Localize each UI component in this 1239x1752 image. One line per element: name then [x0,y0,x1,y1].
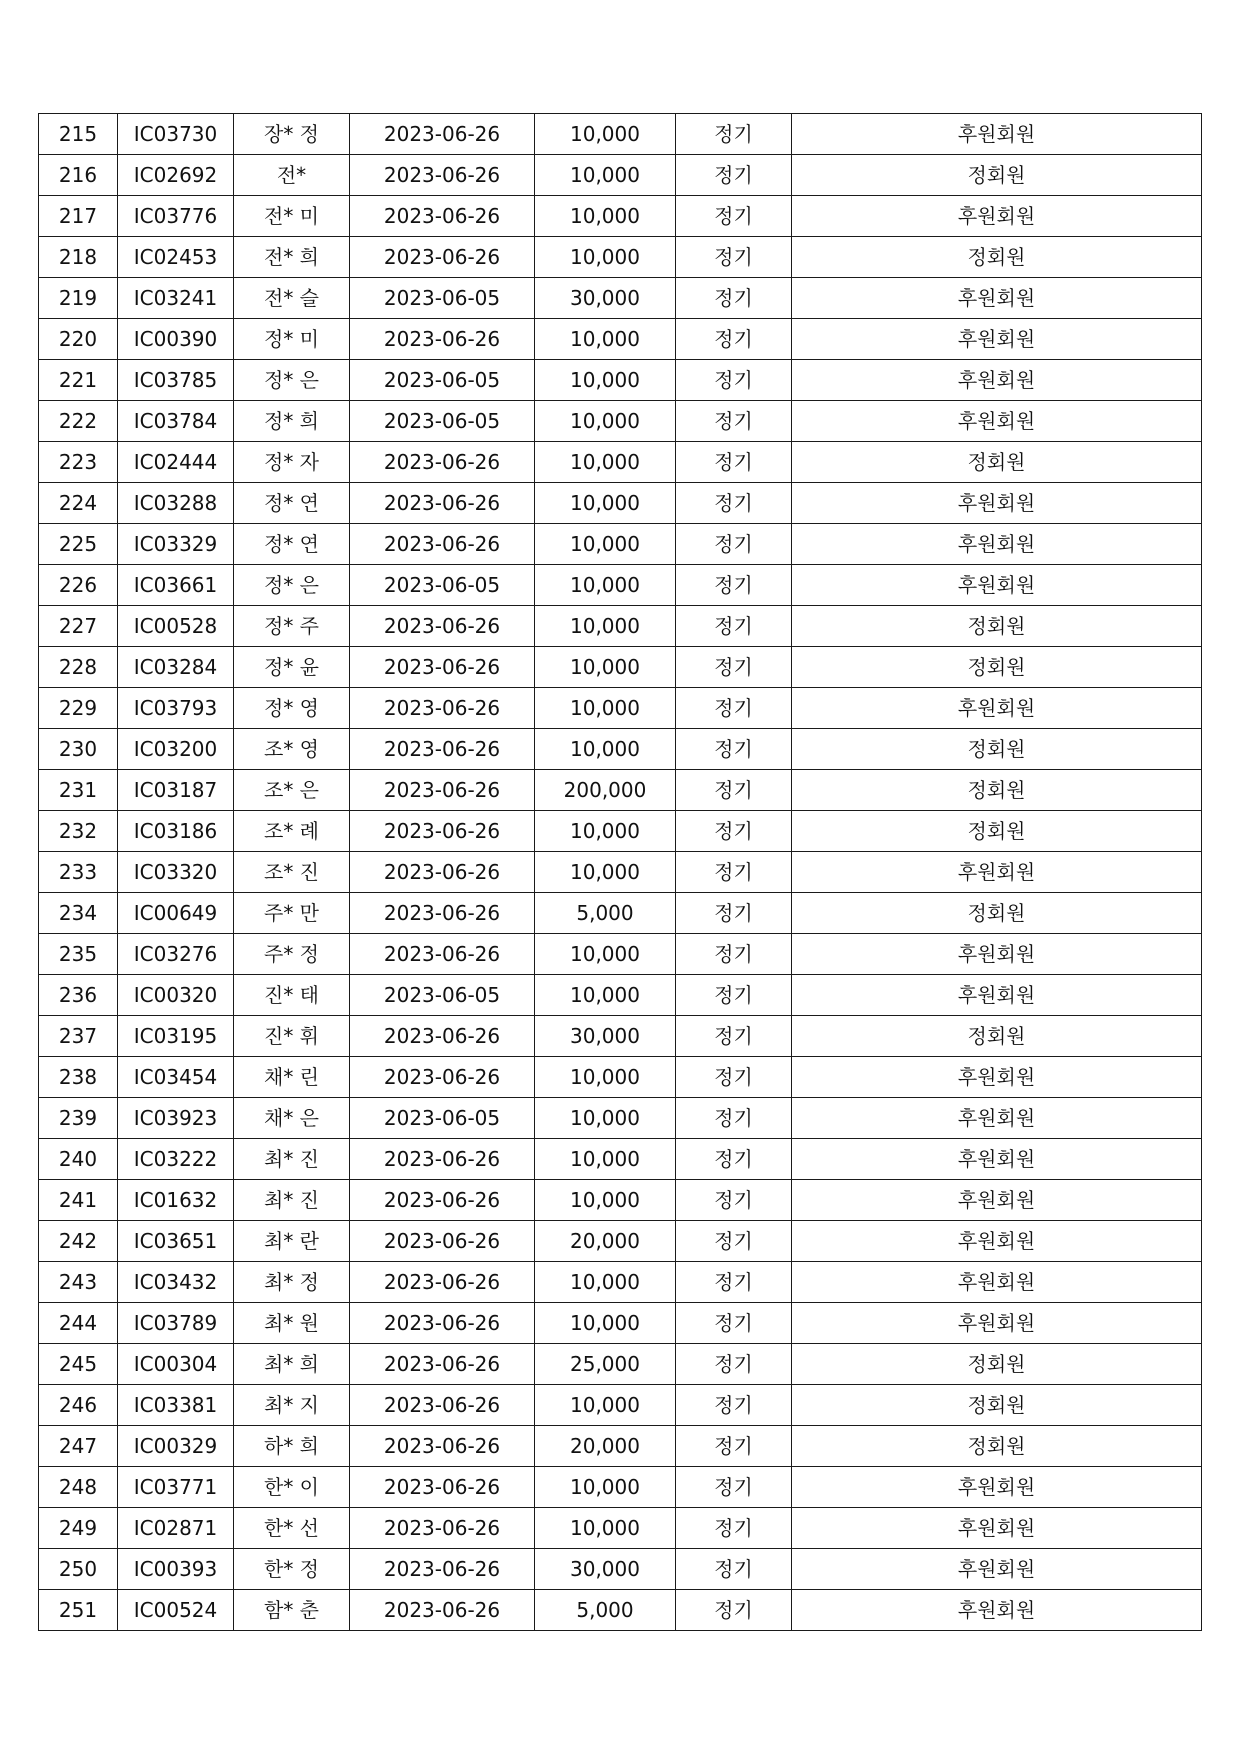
donation-date-cell: 2023-06-26 [350,647,535,688]
table-row [39,606,1202,647]
donor-id-cell: IC03186 [118,811,234,852]
donation-type-cell: 정기 [676,1549,792,1590]
member-type-cell: 후원회원 [792,1221,1202,1262]
donation-type-cell: 정기 [676,1098,792,1139]
donation-amount-cell: 10,000 [535,360,676,401]
donation-type-cell: 정기 [676,811,792,852]
table-row [39,1385,1202,1426]
row-number-cell: 215 [39,114,118,155]
table-row [39,565,1202,606]
table-row [39,811,1202,852]
donation-date-cell: 2023-06-05 [350,975,535,1016]
donation-type-cell: 정기 [676,360,792,401]
donor-id-cell: IC03187 [118,770,234,811]
donation-amount-cell: 10,000 [535,1139,676,1180]
member-type-cell: 정회원 [792,729,1202,770]
member-type-cell: 후원회원 [792,196,1202,237]
donation-date-cell: 2023-06-05 [350,1098,535,1139]
donor-id-cell: IC03923 [118,1098,234,1139]
member-type-cell: 후원회원 [792,1098,1202,1139]
member-type-cell: 정회원 [792,1426,1202,1467]
donation-type-cell: 정기 [676,975,792,1016]
donor-id-cell: IC03381 [118,1385,234,1426]
donor-name-cell: 정* 은 [234,360,350,401]
donation-amount-cell: 10,000 [535,442,676,483]
donor-name-cell: 조* 진 [234,852,350,893]
donor-name-cell: 최* 정 [234,1262,350,1303]
table-row [39,155,1202,196]
donation-amount-cell: 10,000 [535,196,676,237]
row-number-cell: 234 [39,893,118,934]
donation-amount-cell: 25,000 [535,1344,676,1385]
table-row [39,483,1202,524]
member-type-cell: 정회원 [792,606,1202,647]
row-number-cell: 251 [39,1590,118,1631]
row-number-cell: 235 [39,934,118,975]
row-number-cell: 244 [39,1303,118,1344]
donation-type-cell: 정기 [676,524,792,565]
donation-date-cell: 2023-06-26 [350,1180,535,1221]
donation-date-cell: 2023-06-26 [350,1016,535,1057]
donor-name-cell: 조* 례 [234,811,350,852]
donation-date-cell: 2023-06-26 [350,196,535,237]
member-type-cell: 정회원 [792,155,1202,196]
member-type-cell: 후원회원 [792,524,1202,565]
donation-date-cell: 2023-06-26 [350,606,535,647]
member-type-cell: 후원회원 [792,1508,1202,1549]
donation-date-cell: 2023-06-26 [350,1549,535,1590]
row-number-cell: 228 [39,647,118,688]
donation-type-cell: 정기 [676,1262,792,1303]
donation-date-cell: 2023-06-26 [350,1590,535,1631]
donation-type-cell: 정기 [676,442,792,483]
donation-amount-cell: 10,000 [535,1262,676,1303]
donation-amount-cell: 10,000 [535,1385,676,1426]
row-number-cell: 216 [39,155,118,196]
donation-amount-cell: 10,000 [535,852,676,893]
donation-amount-cell: 20,000 [535,1221,676,1262]
donation-amount-cell: 10,000 [535,811,676,852]
member-type-cell: 후원회원 [792,319,1202,360]
donation-amount-cell: 10,000 [535,975,676,1016]
table-row [39,1057,1202,1098]
member-type-cell: 후원회원 [792,1467,1202,1508]
donor-name-cell: 함* 춘 [234,1590,350,1631]
member-type-cell: 후원회원 [792,1262,1202,1303]
row-number-cell: 248 [39,1467,118,1508]
donation-type-cell: 정기 [676,565,792,606]
donation-date-cell: 2023-06-26 [350,1344,535,1385]
donation-type-cell: 정기 [676,1057,792,1098]
donation-date-cell: 2023-06-26 [350,811,535,852]
donor-id-cell: IC03776 [118,196,234,237]
donation-amount-cell: 10,000 [535,1098,676,1139]
member-type-cell: 후원회원 [792,483,1202,524]
member-type-cell: 후원회원 [792,934,1202,975]
donation-type-cell: 정기 [676,278,792,319]
table-row [39,1467,1202,1508]
row-number-cell: 224 [39,483,118,524]
donor-id-cell: IC03730 [118,114,234,155]
donation-type-cell: 정기 [676,155,792,196]
member-type-cell: 정회원 [792,1344,1202,1385]
donation-date-cell: 2023-06-26 [350,1385,535,1426]
donor-id-cell: IC00524 [118,1590,234,1631]
donor-name-cell: 전* 미 [234,196,350,237]
row-number-cell: 219 [39,278,118,319]
row-number-cell: 245 [39,1344,118,1385]
donation-date-cell: 2023-06-26 [350,114,535,155]
member-type-cell: 후원회원 [792,565,1202,606]
member-type-cell: 후원회원 [792,975,1202,1016]
donation-date-cell: 2023-06-05 [350,278,535,319]
donation-date-cell: 2023-06-05 [350,401,535,442]
donation-type-cell: 정기 [676,770,792,811]
donation-type-cell: 정기 [676,1385,792,1426]
donation-amount-cell: 30,000 [535,1016,676,1057]
table-row [39,1180,1202,1221]
donation-amount-cell: 10,000 [535,1303,676,1344]
table-row [39,237,1202,278]
donation-date-cell: 2023-06-26 [350,852,535,893]
donor-id-cell: IC00320 [118,975,234,1016]
donation-date-cell: 2023-06-26 [350,442,535,483]
donor-name-cell: 정* 윤 [234,647,350,688]
donor-id-cell: IC02444 [118,442,234,483]
donor-name-cell: 전* 희 [234,237,350,278]
donor-name-cell: 정* 은 [234,565,350,606]
donation-type-cell: 정기 [676,729,792,770]
donation-type-cell: 정기 [676,1590,792,1631]
table-row [39,1303,1202,1344]
donor-name-cell: 정* 연 [234,483,350,524]
table-row [39,1508,1202,1549]
donation-amount-cell: 200,000 [535,770,676,811]
member-type-cell: 후원회원 [792,360,1202,401]
table-row [39,360,1202,401]
donation-type-cell: 정기 [676,114,792,155]
donation-amount-cell: 10,000 [535,319,676,360]
member-type-cell: 후원회원 [792,1549,1202,1590]
donor-id-cell: IC02871 [118,1508,234,1549]
row-number-cell: 243 [39,1262,118,1303]
donation-type-cell: 정기 [676,401,792,442]
table-row [39,114,1202,155]
row-number-cell: 241 [39,1180,118,1221]
donor-name-cell: 최* 희 [234,1344,350,1385]
donation-amount-cell: 10,000 [535,1180,676,1221]
donor-name-cell: 하* 희 [234,1426,350,1467]
donor-name-cell: 조* 은 [234,770,350,811]
donation-type-cell: 정기 [676,893,792,934]
row-number-cell: 226 [39,565,118,606]
donor-id-cell: IC00390 [118,319,234,360]
row-number-cell: 217 [39,196,118,237]
donor-id-cell: IC03651 [118,1221,234,1262]
donation-date-cell: 2023-06-26 [350,1467,535,1508]
donation-amount-cell: 5,000 [535,893,676,934]
table-row [39,401,1202,442]
donation-type-cell: 정기 [676,934,792,975]
donor-name-cell: 전* [234,155,350,196]
row-number-cell: 250 [39,1549,118,1590]
table-row [39,319,1202,360]
donor-name-cell: 최* 란 [234,1221,350,1262]
donor-name-cell: 정* 자 [234,442,350,483]
donor-name-cell: 조* 영 [234,729,350,770]
donation-amount-cell: 10,000 [535,114,676,155]
row-number-cell: 218 [39,237,118,278]
donor-id-cell: IC01632 [118,1180,234,1221]
donation-amount-cell: 10,000 [535,237,676,278]
member-type-cell: 후원회원 [792,278,1202,319]
member-type-cell: 정회원 [792,647,1202,688]
donation-type-cell: 정기 [676,483,792,524]
row-number-cell: 242 [39,1221,118,1262]
member-type-cell: 후원회원 [792,114,1202,155]
donation-type-cell: 정기 [676,1344,792,1385]
member-type-cell: 정회원 [792,1016,1202,1057]
donation-date-cell: 2023-06-26 [350,934,535,975]
donation-amount-cell: 10,000 [535,524,676,565]
donation-type-cell: 정기 [676,237,792,278]
donation-amount-cell: 10,000 [535,1057,676,1098]
donor-id-cell: IC03276 [118,934,234,975]
donation-amount-cell: 10,000 [535,934,676,975]
row-number-cell: 222 [39,401,118,442]
row-number-cell: 236 [39,975,118,1016]
table-row [39,442,1202,483]
table-row [39,934,1202,975]
table-row [39,196,1202,237]
member-type-cell: 후원회원 [792,688,1202,729]
table-row [39,1016,1202,1057]
donor-id-cell: IC03195 [118,1016,234,1057]
table-row [39,278,1202,319]
table-row [39,688,1202,729]
member-type-cell: 후원회원 [792,401,1202,442]
donation-date-cell: 2023-06-26 [350,319,535,360]
donor-id-cell: IC03288 [118,483,234,524]
donor-id-cell: IC03329 [118,524,234,565]
donation-amount-cell: 10,000 [535,1508,676,1549]
donor-id-cell: IC00528 [118,606,234,647]
donor-id-cell: IC03200 [118,729,234,770]
row-number-cell: 247 [39,1426,118,1467]
donor-id-cell: IC02692 [118,155,234,196]
donation-type-cell: 정기 [676,852,792,893]
donation-table [38,113,1202,1631]
row-number-cell: 227 [39,606,118,647]
donor-name-cell: 정* 희 [234,401,350,442]
donation-date-cell: 2023-06-26 [350,770,535,811]
donor-name-cell: 최* 원 [234,1303,350,1344]
donation-amount-cell: 10,000 [535,729,676,770]
donor-id-cell: IC03432 [118,1262,234,1303]
donor-name-cell: 최* 진 [234,1139,350,1180]
donor-id-cell: IC03784 [118,401,234,442]
table-row [39,770,1202,811]
donation-date-cell: 2023-06-26 [350,893,535,934]
table-row [39,1139,1202,1180]
donation-amount-cell: 30,000 [535,1549,676,1590]
row-number-cell: 220 [39,319,118,360]
member-type-cell: 정회원 [792,770,1202,811]
donation-amount-cell: 10,000 [535,155,676,196]
donor-name-cell: 한* 선 [234,1508,350,1549]
donor-id-cell: IC03789 [118,1303,234,1344]
donation-amount-cell: 10,000 [535,606,676,647]
row-number-cell: 231 [39,770,118,811]
table-row [39,729,1202,770]
member-type-cell: 정회원 [792,893,1202,934]
donor-name-cell: 정* 주 [234,606,350,647]
donor-name-cell: 정* 영 [234,688,350,729]
donation-type-cell: 정기 [676,1467,792,1508]
table-row [39,975,1202,1016]
donation-amount-cell: 10,000 [535,483,676,524]
donation-type-cell: 정기 [676,196,792,237]
donation-type-cell: 정기 [676,1426,792,1467]
donor-id-cell: IC03320 [118,852,234,893]
table-row [39,647,1202,688]
table-row [39,1221,1202,1262]
member-type-cell: 후원회원 [792,1139,1202,1180]
table-row [39,852,1202,893]
donor-id-cell: IC03241 [118,278,234,319]
donation-type-cell: 정기 [676,1016,792,1057]
donation-date-cell: 2023-06-26 [350,1139,535,1180]
donation-type-cell: 정기 [676,606,792,647]
donor-id-cell: IC03284 [118,647,234,688]
donor-id-cell: IC03454 [118,1057,234,1098]
donation-date-cell: 2023-06-26 [350,1057,535,1098]
donation-date-cell: 2023-06-26 [350,688,535,729]
donation-amount-cell: 30,000 [535,278,676,319]
table-row [39,893,1202,934]
member-type-cell: 후원회원 [792,1590,1202,1631]
donation-date-cell: 2023-06-26 [350,1426,535,1467]
donation-amount-cell: 20,000 [535,1426,676,1467]
donation-date-cell: 2023-06-26 [350,1221,535,1262]
donation-date-cell: 2023-06-26 [350,729,535,770]
table-row [39,524,1202,565]
donor-name-cell: 진* 휘 [234,1016,350,1057]
member-type-cell: 후원회원 [792,1180,1202,1221]
member-type-cell: 정회원 [792,237,1202,278]
donation-type-cell: 정기 [676,1180,792,1221]
donor-name-cell: 주* 만 [234,893,350,934]
row-number-cell: 221 [39,360,118,401]
donor-name-cell: 장* 정 [234,114,350,155]
donor-id-cell: IC03785 [118,360,234,401]
donor-name-cell: 채* 은 [234,1098,350,1139]
donation-type-cell: 정기 [676,1221,792,1262]
donation-date-cell: 2023-06-26 [350,524,535,565]
table-row [39,1426,1202,1467]
donor-name-cell: 정* 연 [234,524,350,565]
donor-id-cell: IC03222 [118,1139,234,1180]
row-number-cell: 230 [39,729,118,770]
row-number-cell: 233 [39,852,118,893]
table-row [39,1590,1202,1631]
table-row [39,1344,1202,1385]
row-number-cell: 232 [39,811,118,852]
donation-amount-cell: 10,000 [535,401,676,442]
donation-type-cell: 정기 [676,1508,792,1549]
donor-id-cell: IC02453 [118,237,234,278]
table-row [39,1262,1202,1303]
row-number-cell: 237 [39,1016,118,1057]
member-type-cell: 후원회원 [792,1057,1202,1098]
donation-date-cell: 2023-06-26 [350,483,535,524]
donation-date-cell: 2023-06-05 [350,565,535,606]
row-number-cell: 229 [39,688,118,729]
donor-id-cell: IC00329 [118,1426,234,1467]
donation-amount-cell: 10,000 [535,647,676,688]
donor-name-cell: 정* 미 [234,319,350,360]
row-number-cell: 240 [39,1139,118,1180]
table-row [39,1549,1202,1590]
donor-id-cell: IC03771 [118,1467,234,1508]
donor-id-cell: IC00393 [118,1549,234,1590]
donor-name-cell: 채* 린 [234,1057,350,1098]
member-type-cell: 후원회원 [792,852,1202,893]
donation-date-cell: 2023-06-26 [350,237,535,278]
donation-date-cell: 2023-06-26 [350,1303,535,1344]
donation-amount-cell: 5,000 [535,1590,676,1631]
member-type-cell: 정회원 [792,1385,1202,1426]
donation-type-cell: 정기 [676,1139,792,1180]
donor-name-cell: 최* 지 [234,1385,350,1426]
donation-type-cell: 정기 [676,647,792,688]
row-number-cell: 239 [39,1098,118,1139]
donor-name-cell: 한* 정 [234,1549,350,1590]
table-row [39,1098,1202,1139]
donor-id-cell: IC00649 [118,893,234,934]
donation-type-cell: 정기 [676,1303,792,1344]
row-number-cell: 225 [39,524,118,565]
member-type-cell: 정회원 [792,442,1202,483]
donor-name-cell: 진* 태 [234,975,350,1016]
donor-name-cell: 주* 정 [234,934,350,975]
donation-amount-cell: 10,000 [535,565,676,606]
donor-id-cell: IC03661 [118,565,234,606]
donation-date-cell: 2023-06-26 [350,1262,535,1303]
donor-id-cell: IC03793 [118,688,234,729]
donor-id-cell: IC00304 [118,1344,234,1385]
donor-name-cell: 전* 슬 [234,278,350,319]
row-number-cell: 238 [39,1057,118,1098]
member-type-cell: 후원회원 [792,1303,1202,1344]
donor-name-cell: 최* 진 [234,1180,350,1221]
row-number-cell: 249 [39,1508,118,1549]
donation-amount-cell: 10,000 [535,1467,676,1508]
row-number-cell: 246 [39,1385,118,1426]
donor-name-cell: 한* 이 [234,1467,350,1508]
donation-date-cell: 2023-06-26 [350,1508,535,1549]
donation-type-cell: 정기 [676,688,792,729]
member-type-cell: 정회원 [792,811,1202,852]
donation-date-cell: 2023-06-26 [350,155,535,196]
donation-amount-cell: 10,000 [535,688,676,729]
row-number-cell: 223 [39,442,118,483]
donation-table-body [39,114,1202,1631]
donation-type-cell: 정기 [676,319,792,360]
donation-date-cell: 2023-06-05 [350,360,535,401]
